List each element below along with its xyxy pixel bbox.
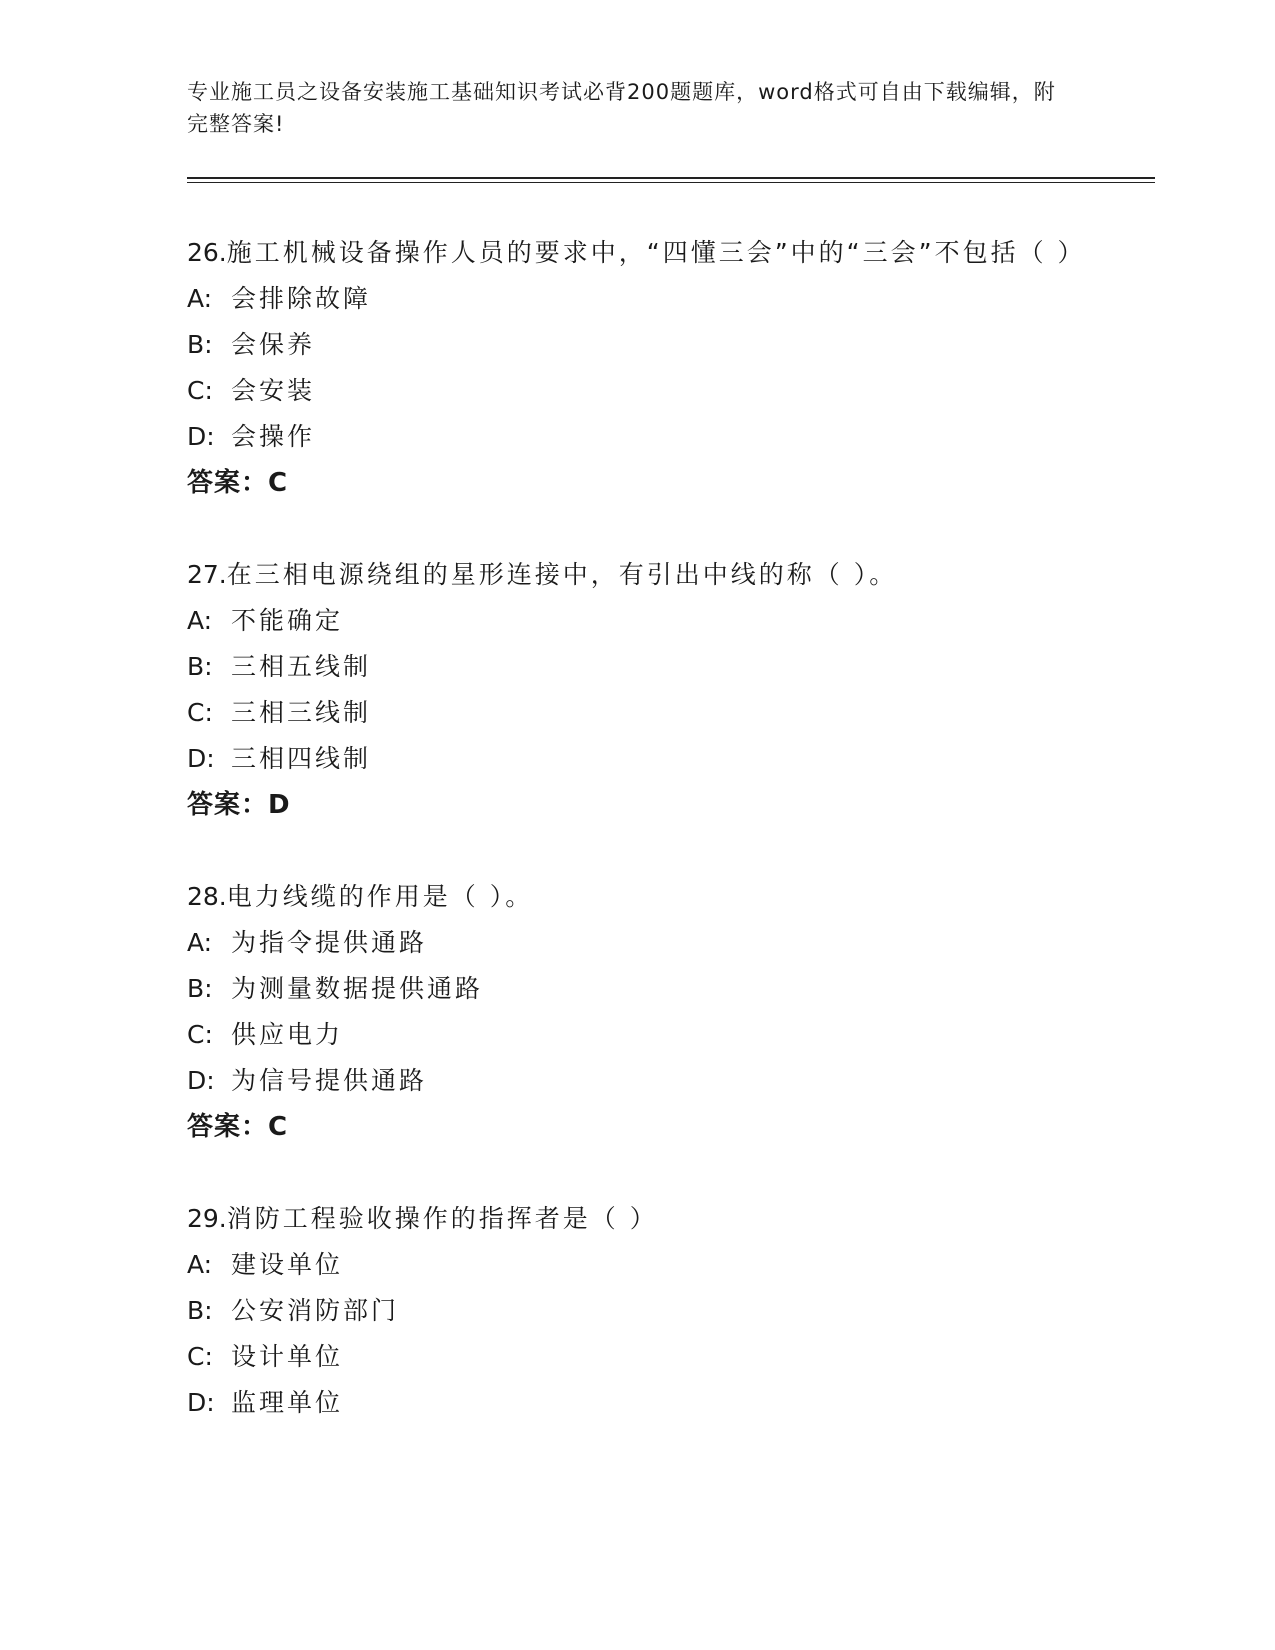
option-letter: C: — [187, 1342, 213, 1371]
option-d — [187, 414, 1087, 460]
option-letter: C: — [187, 376, 213, 405]
option-a — [187, 276, 1087, 322]
question-text: 消防工程验收操作的指挥者是（ ） — [226, 1204, 658, 1233]
option-letter: B: — [187, 652, 213, 681]
option-c — [187, 1334, 1087, 1380]
question-stem — [187, 874, 1087, 920]
question-stem — [187, 1196, 1087, 1242]
question-number: 29. — [187, 1204, 227, 1233]
option-d — [187, 1058, 1087, 1104]
question-27 — [187, 552, 1087, 828]
option-text: 供应电力 — [231, 1020, 344, 1049]
option-d — [187, 1380, 1087, 1426]
option-text: 会安装 — [231, 376, 316, 405]
option-text: 会操作 — [231, 422, 316, 451]
question-text: 施工机械设备操作人员的要求中，“四懂三会”中的“三会”不包括（ ） — [226, 238, 1086, 267]
option-text: 会保养 — [231, 330, 316, 359]
question-26 — [187, 230, 1087, 506]
option-letter: A: — [187, 606, 213, 635]
option-a — [187, 920, 1087, 966]
header-divider-thin — [187, 182, 1155, 183]
option-letter: A: — [187, 284, 213, 313]
question-number: 26. — [187, 238, 227, 267]
option-text: 为测量数据提供通路 — [231, 974, 484, 1003]
option-letter: A: — [187, 928, 213, 957]
option-text: 三相四线制 — [231, 744, 372, 773]
option-text: 不能确定 — [231, 606, 344, 635]
header-divider-thick — [187, 177, 1155, 179]
option-text: 会排除故障 — [231, 284, 372, 313]
option-letter: A: — [187, 1250, 213, 1279]
question-text: 在三相电源绕组的星形连接中，有引出中线的称（ ）。 — [226, 560, 898, 589]
option-text: 三相五线制 — [231, 652, 372, 681]
question-text: 电力线缆的作用是（ ）。 — [226, 882, 534, 911]
option-letter: B: — [187, 1296, 213, 1325]
option-text: 三相三线制 — [231, 698, 372, 727]
option-letter: D: — [187, 744, 215, 773]
option-a — [187, 598, 1087, 644]
option-letter: C: — [187, 698, 213, 727]
option-b — [187, 644, 1087, 690]
answer-label: 答案：D — [187, 790, 291, 820]
option-text: 设计单位 — [231, 1342, 344, 1371]
option-letter: D: — [187, 1388, 215, 1417]
option-c — [187, 368, 1087, 414]
option-letter: D: — [187, 422, 215, 451]
question-number: 28. — [187, 882, 227, 911]
option-letter: D: — [187, 1066, 215, 1095]
question-28 — [187, 874, 1087, 1150]
option-text: 建设单位 — [231, 1250, 344, 1279]
option-d — [187, 736, 1087, 782]
question-list — [187, 230, 1087, 1472]
answer-label: 答案：C — [187, 1112, 289, 1142]
question-number: 27. — [187, 560, 227, 589]
answer-label: 答案：C — [187, 468, 289, 498]
question-stem — [187, 230, 1087, 276]
option-b — [187, 322, 1087, 368]
option-letter: B: — [187, 974, 213, 1003]
option-text: 监理单位 — [231, 1388, 344, 1417]
option-a — [187, 1242, 1087, 1288]
option-b — [187, 966, 1087, 1012]
option-c — [187, 1012, 1087, 1058]
option-b — [187, 1288, 1087, 1334]
question-stem — [187, 552, 1087, 598]
option-text: 为指令提供通路 — [231, 928, 428, 957]
option-letter: B: — [187, 330, 213, 359]
option-text: 公安消防部门 — [231, 1296, 400, 1325]
option-c — [187, 690, 1087, 736]
question-29 — [187, 1196, 1087, 1426]
option-letter: C: — [187, 1020, 213, 1049]
document-header: 专业施工员之设备安装施工基础知识考试必背200题题库，word格式可自由下载编辑，附完整答案! — [187, 80, 1056, 136]
option-text: 为信号提供通路 — [231, 1066, 428, 1095]
